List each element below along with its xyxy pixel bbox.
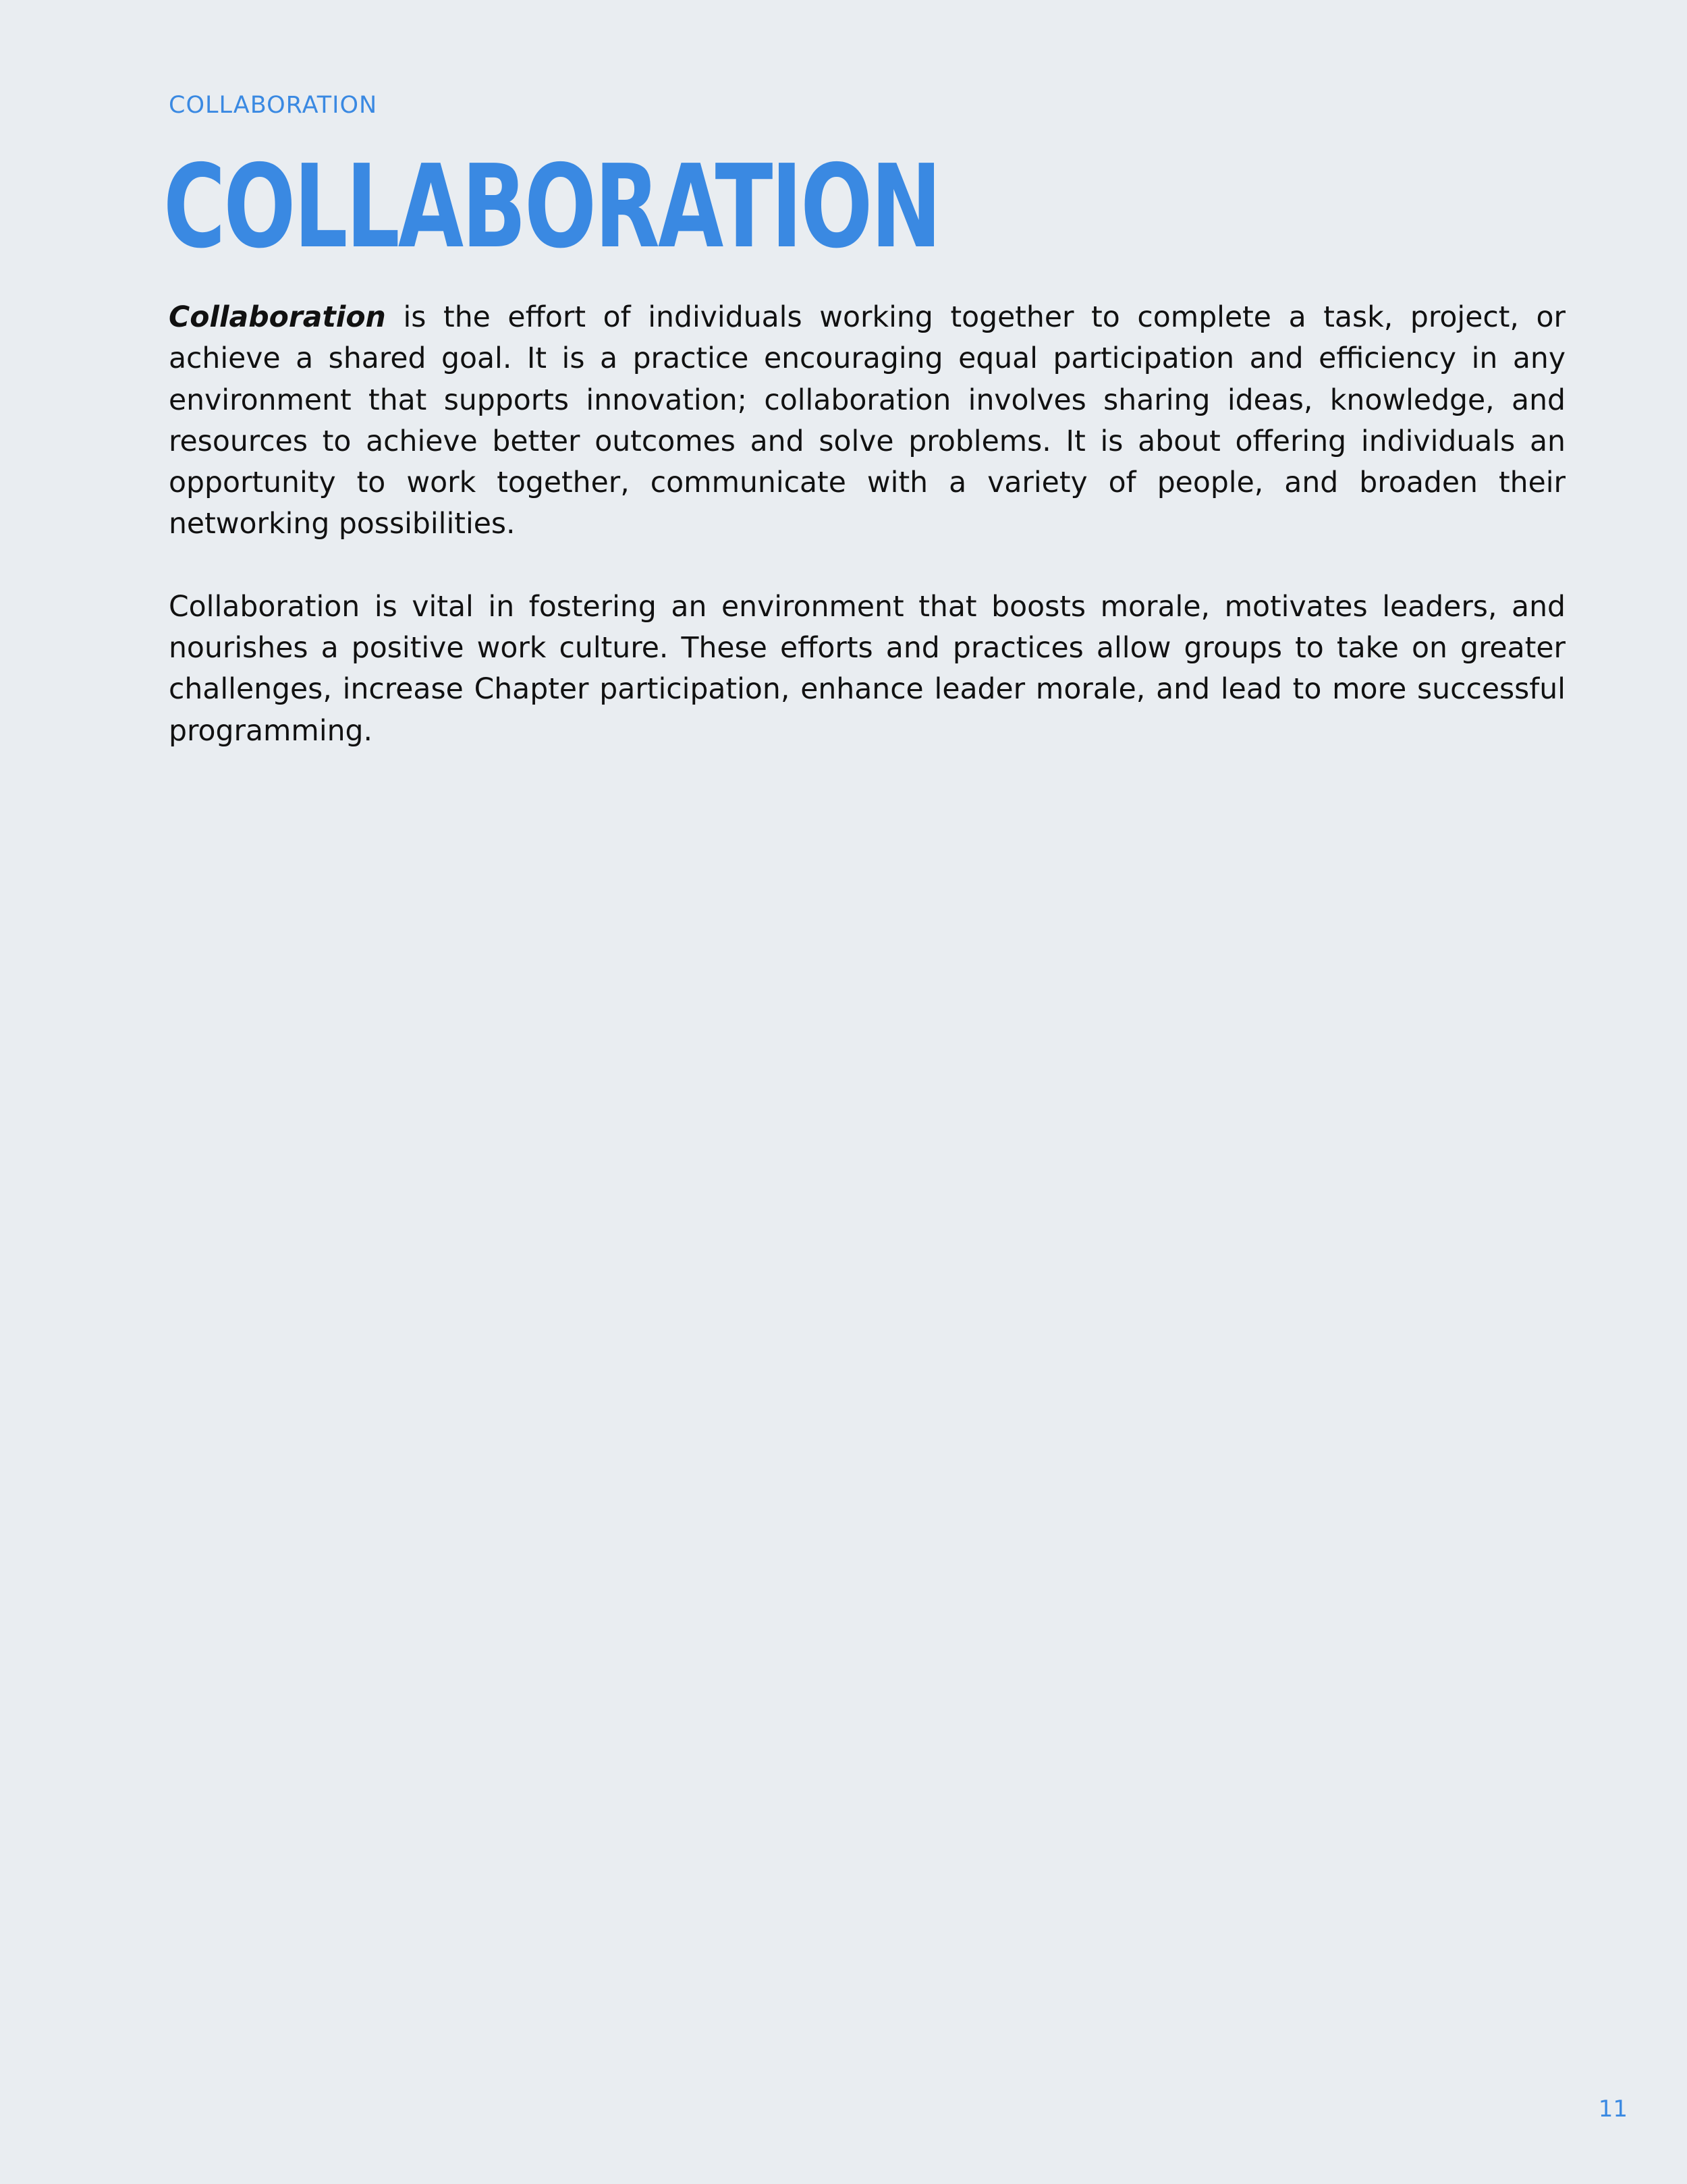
page-number: 11 bbox=[1598, 2096, 1628, 2123]
section-label: COLLABORATION bbox=[169, 92, 378, 119]
defined-term: Collaboration bbox=[169, 301, 386, 334]
paragraph-importance: Collaboration is vital in fostering an environment that boosts morale, motivates leaders, and nourishes a positive work culture. These efforts and practices allow groups to take on greater challenges, increase Chapter participation, enhance leader morale, and lead to more successful programming. bbox=[169, 590, 1566, 748]
definition-text: is the effort of individuals working together to complete a task, project, or achieve a shared goal. It is a practice encouraging equal participation and efficiency in any environment that supports innovation; collaboration involves sharing ideas, knowledge, and resources to achieve better outcomes and solve problems. It is about offering individuals an opportunity to work together, communicate with a variety of people, and broaden their networking possibilities. bbox=[169, 301, 1566, 541]
body-text bbox=[169, 297, 1566, 793]
paragraph-definition bbox=[169, 297, 1566, 545]
page-title: COLLABORATION bbox=[163, 140, 940, 274]
